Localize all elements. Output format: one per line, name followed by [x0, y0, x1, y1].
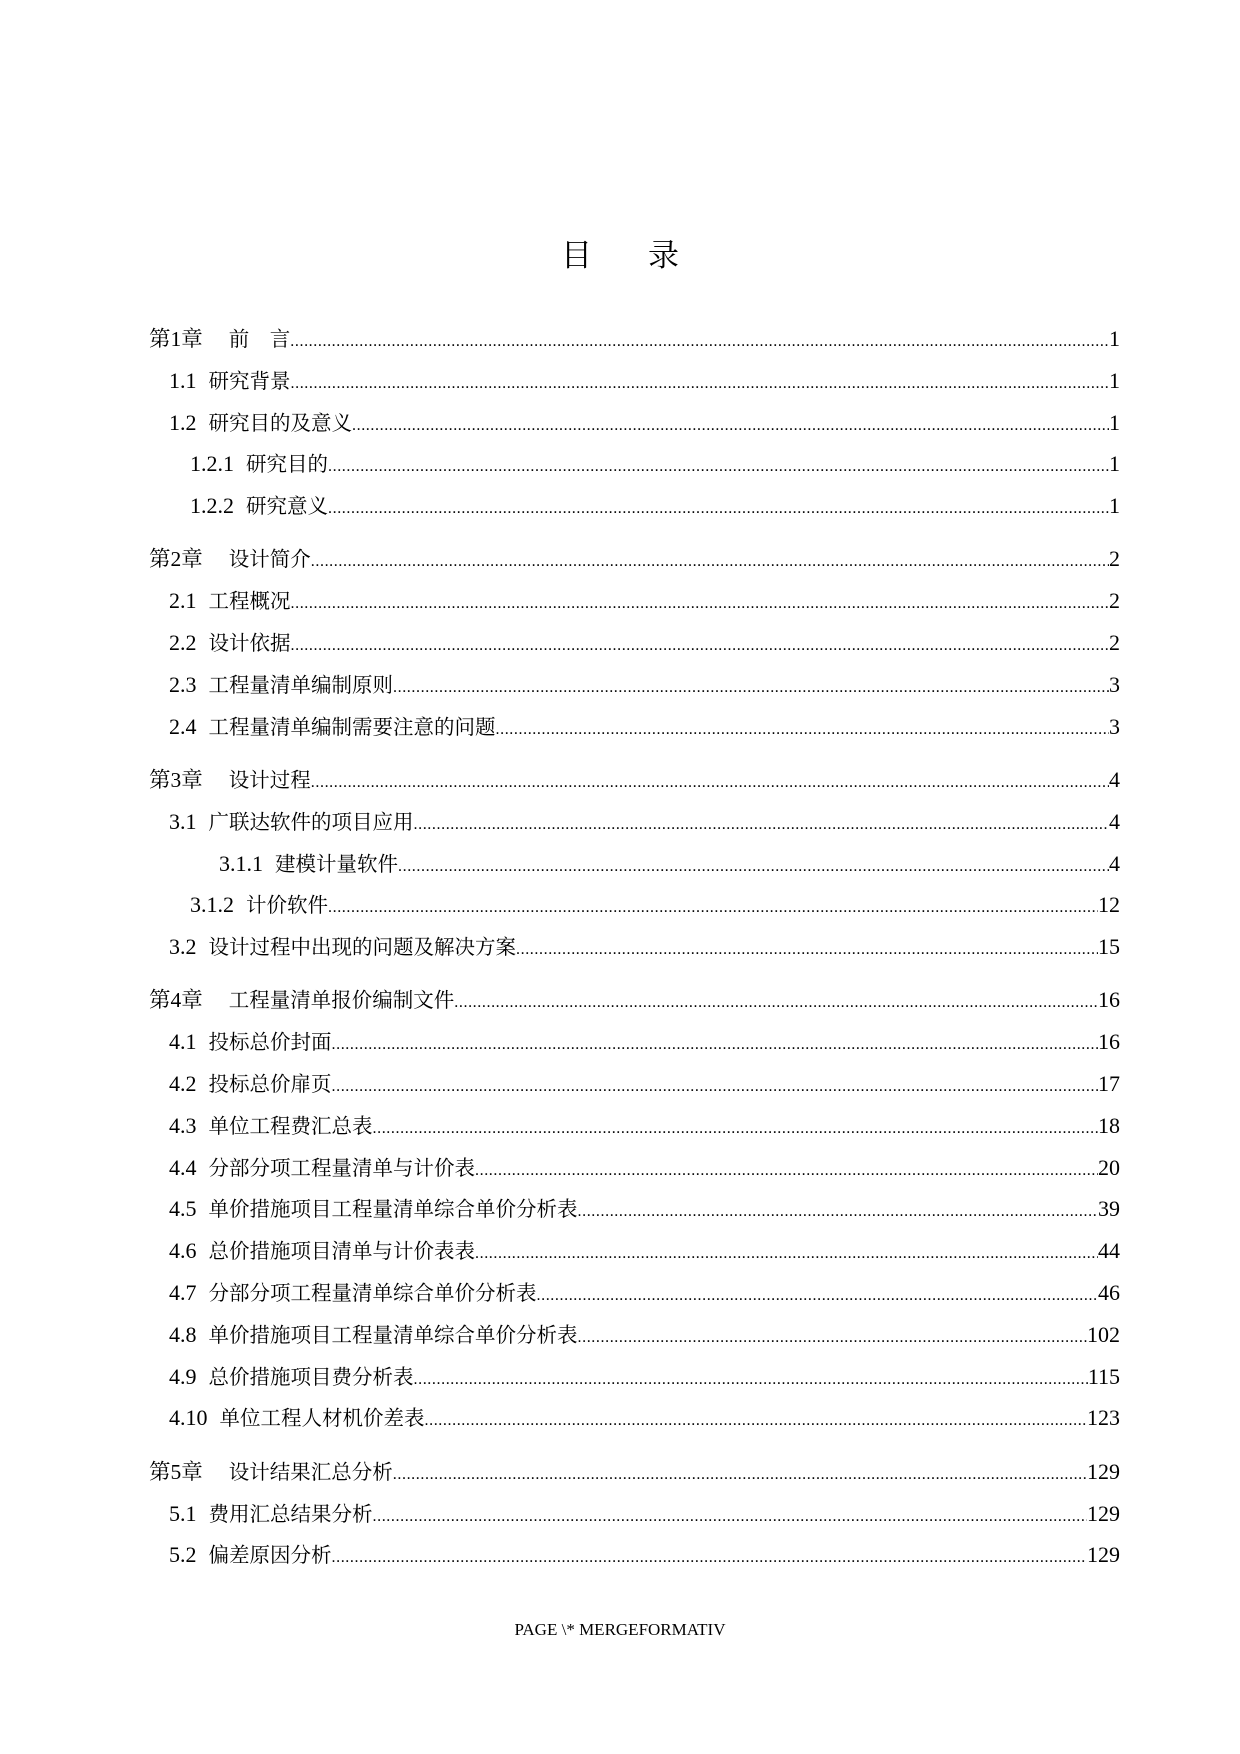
dot-leader: [290, 321, 1109, 363]
toc-entry-number: 4.1: [169, 1029, 197, 1055]
toc-chapter-entry[interactable]: [149, 979, 1120, 1021]
toc-entry-number: 2.3: [169, 671, 197, 697]
toc-entry-number: 2.1: [169, 588, 197, 614]
toc-entry[interactable]: [149, 443, 1120, 485]
toc-entry-page: 20: [1098, 1154, 1120, 1180]
page-footer: PAGE \* MERGEFORMATIV: [514, 1620, 726, 1639]
toc-entry[interactable]: [149, 1272, 1120, 1314]
dot-leader: [332, 1066, 1099, 1108]
toc-entry-page: 2: [1109, 588, 1120, 614]
toc-entry-label: 总价措施项目清单与计价表表: [208, 1239, 475, 1264]
toc-entry[interactable]: [149, 1314, 1120, 1356]
toc-entry-label: 设计过程: [228, 767, 311, 792]
toc-entry-label: 工程量清单报价编制文件: [228, 988, 455, 1013]
toc-entry-page: 44: [1098, 1238, 1120, 1264]
toc-entry-label: 单价措施项目工程量清单综合单价分析表: [208, 1322, 578, 1347]
toc-entry[interactable]: [149, 1534, 1120, 1576]
toc-entry[interactable]: [149, 485, 1120, 527]
toc-entry-label: 工程量清单编制需要注意的问题: [208, 714, 496, 739]
toc-entry[interactable]: [149, 926, 1120, 968]
toc-entry[interactable]: [149, 706, 1120, 748]
toc-entry-number: 4.2: [169, 1071, 197, 1097]
toc-entry-page: 2: [1109, 546, 1120, 572]
toc-entry-label: 分部分项工程量清单与计价表: [208, 1155, 475, 1180]
toc-entry[interactable]: [149, 1230, 1120, 1272]
toc-entry-number: 5.1: [169, 1500, 197, 1526]
dot-leader: [291, 363, 1110, 405]
toc-entry-page: 12: [1098, 892, 1120, 918]
toc-entry-label: 设计结果汇总分析: [228, 1459, 393, 1484]
toc-entry-label: 工程量清单编制原则: [208, 672, 393, 697]
toc-entry-page: 102: [1087, 1321, 1120, 1347]
toc-entry[interactable]: [149, 402, 1120, 444]
toc-entry-page: 129: [1087, 1542, 1120, 1568]
toc-entry-number: 4.10: [169, 1405, 208, 1431]
toc-entry-label: 计价软件: [246, 893, 328, 918]
dot-leader: [393, 1454, 1087, 1496]
dot-leader: [393, 667, 1109, 709]
toc-entry-number: 3.1.1: [219, 850, 263, 876]
toc-chapter-entry[interactable]: [149, 1451, 1120, 1493]
dot-leader: [475, 1150, 1098, 1192]
toc-entry[interactable]: [149, 622, 1120, 664]
toc-entry-number: 3.1.2: [190, 892, 234, 918]
toc-entry-label: 研究目的: [246, 452, 328, 477]
toc-entry-label: 偏差原因分析: [208, 1543, 332, 1568]
page-title: [0, 230, 1240, 275]
toc-entry[interactable]: [149, 1493, 1120, 1535]
toc-entry-label: 投标总价扉页: [208, 1072, 332, 1097]
toc-entry-page: 15: [1098, 934, 1120, 960]
dot-leader: [328, 488, 1109, 530]
toc-entry-number: 第3章: [149, 767, 203, 792]
toc-entry[interactable]: [149, 1356, 1120, 1398]
toc-entry[interactable]: [149, 1147, 1120, 1189]
dot-leader: [516, 929, 1098, 971]
toc-entry-number: 3.2: [169, 934, 197, 960]
toc-entry[interactable]: [149, 360, 1120, 402]
toc-entry[interactable]: [149, 884, 1120, 926]
toc-entry-label: 前 言: [228, 327, 291, 351]
toc-entry-label: 分部分项工程量清单综合单价分析表: [208, 1281, 537, 1306]
toc-entry[interactable]: [149, 1188, 1120, 1230]
toc-entry-number: 第4章: [149, 988, 203, 1013]
toc-chapter-entry[interactable]: [149, 538, 1120, 580]
toc-entry-label: 设计依据: [208, 631, 291, 656]
toc-entry[interactable]: [149, 843, 1120, 885]
dot-leader: [311, 541, 1109, 583]
toc-entry-number: 第1章: [149, 327, 203, 351]
toc-entry-page: 115: [1087, 1363, 1120, 1389]
toc-entry-page: 129: [1087, 1500, 1120, 1526]
toc-entry-page: 4: [1109, 766, 1120, 792]
toc-chapter-entry[interactable]: [149, 318, 1120, 360]
dot-leader: [328, 446, 1109, 488]
dot-leader: [332, 1024, 1099, 1066]
toc-entry-label: 建模计量软件: [275, 851, 398, 876]
dot-leader: [425, 1400, 1088, 1442]
toc-entry-label: 研究目的及意义: [208, 410, 352, 435]
dot-leader: [414, 804, 1110, 846]
toc-entry-label: 工程概况: [208, 589, 291, 614]
dot-leader: [578, 1317, 1088, 1359]
toc-entry-number: 2.4: [169, 713, 197, 739]
toc-entry-page: 3: [1109, 671, 1120, 697]
toc-entry-label: 广联达软件的项目应用: [208, 809, 414, 834]
toc-entry-number: 4.9: [169, 1363, 197, 1389]
toc-entry-page: 129: [1087, 1458, 1120, 1484]
toc-entry-page: 2: [1109, 630, 1120, 656]
dot-leader: [537, 1275, 1099, 1317]
dot-leader: [454, 982, 1098, 1024]
dot-leader: [311, 762, 1109, 804]
toc-entry-page: 16: [1098, 987, 1120, 1013]
toc-entry-page: 46: [1098, 1280, 1120, 1306]
toc-entry-number: 4.3: [169, 1112, 197, 1138]
toc-entry-number: 4.5: [169, 1196, 197, 1222]
dot-leader: [373, 1108, 1099, 1150]
toc-entry-page: 1: [1109, 409, 1120, 435]
toc-entry-page: 18: [1098, 1112, 1120, 1138]
toc-entry[interactable]: [149, 801, 1120, 843]
toc-entry-page: 4: [1109, 808, 1120, 834]
dot-leader: [475, 1233, 1098, 1275]
dot-leader: [352, 405, 1109, 447]
dot-leader: [414, 1359, 1088, 1401]
toc-entry-number: 4.8: [169, 1321, 197, 1347]
dot-leader: [373, 1496, 1088, 1538]
toc-entry-number: 3.1: [169, 808, 197, 834]
toc-entry-page: 1: [1109, 493, 1120, 519]
toc-entry-label: 设计简介: [228, 547, 311, 572]
toc-entry-label: 单价措施项目工程量清单综合单价分析表: [208, 1197, 578, 1222]
toc-chapter-entry[interactable]: [149, 759, 1120, 801]
toc-entry-label: 研究意义: [246, 494, 328, 519]
toc-entry-page: 4: [1109, 850, 1120, 876]
dot-leader: [291, 583, 1110, 625]
toc-entry-label: 设计过程中出现的问题及解决方案: [208, 935, 516, 960]
dot-leader: [332, 1537, 1088, 1579]
toc-entry-number: 4.7: [169, 1280, 197, 1306]
dot-leader: [578, 1191, 1099, 1233]
toc-entry[interactable]: [149, 1021, 1120, 1063]
toc-entry-number: 1.2.1: [190, 451, 234, 477]
toc-entry-number: 1.1: [169, 367, 197, 393]
toc-entry-page: 1: [1109, 367, 1120, 393]
toc-entry-page: 1: [1109, 451, 1120, 477]
title-char-1: 目: [561, 238, 592, 274]
toc-entry-number: 4.4: [169, 1154, 197, 1180]
dot-leader: [496, 709, 1110, 751]
toc-entry[interactable]: [149, 580, 1120, 622]
dot-leader: [398, 846, 1109, 888]
toc-entry-page: 123: [1087, 1405, 1120, 1431]
toc-entry-page: 3: [1109, 713, 1120, 739]
title-char-2: 录: [648, 238, 679, 274]
toc-entry-label: 研究背景: [208, 368, 291, 393]
toc-entry[interactable]: [149, 1397, 1120, 1439]
toc-entry-page: 39: [1098, 1196, 1120, 1222]
toc-entry-number: 1.2.2: [190, 493, 234, 519]
toc-entry[interactable]: [149, 664, 1120, 706]
toc-entry-number: 第5章: [149, 1459, 203, 1484]
toc-entry-number: 第2章: [149, 547, 203, 572]
toc-entry-label: 单位工程费汇总表: [208, 1113, 373, 1138]
toc-entry-number: 2.2: [169, 630, 197, 656]
toc-entry-label: 投标总价封面: [208, 1030, 332, 1055]
toc-entry[interactable]: [149, 1063, 1120, 1105]
toc-entry-label: 总价措施项目费分析表: [208, 1364, 414, 1389]
dot-leader: [291, 625, 1110, 667]
dot-leader: [328, 887, 1098, 929]
table-of-contents: [149, 318, 1120, 1576]
toc-entry-label: 费用汇总结果分析: [208, 1501, 373, 1526]
toc-entry-page: 1: [1109, 326, 1120, 351]
toc-entry[interactable]: [149, 1105, 1120, 1147]
toc-entry-number: 1.2: [169, 409, 197, 435]
toc-entry-label: 单位工程人材机价差表: [219, 1406, 425, 1431]
toc-entry-page: 16: [1098, 1029, 1120, 1055]
toc-entry-number: 5.2: [169, 1542, 197, 1568]
toc-entry-number: 4.6: [169, 1238, 197, 1264]
toc-entry-page: 17: [1098, 1071, 1120, 1097]
